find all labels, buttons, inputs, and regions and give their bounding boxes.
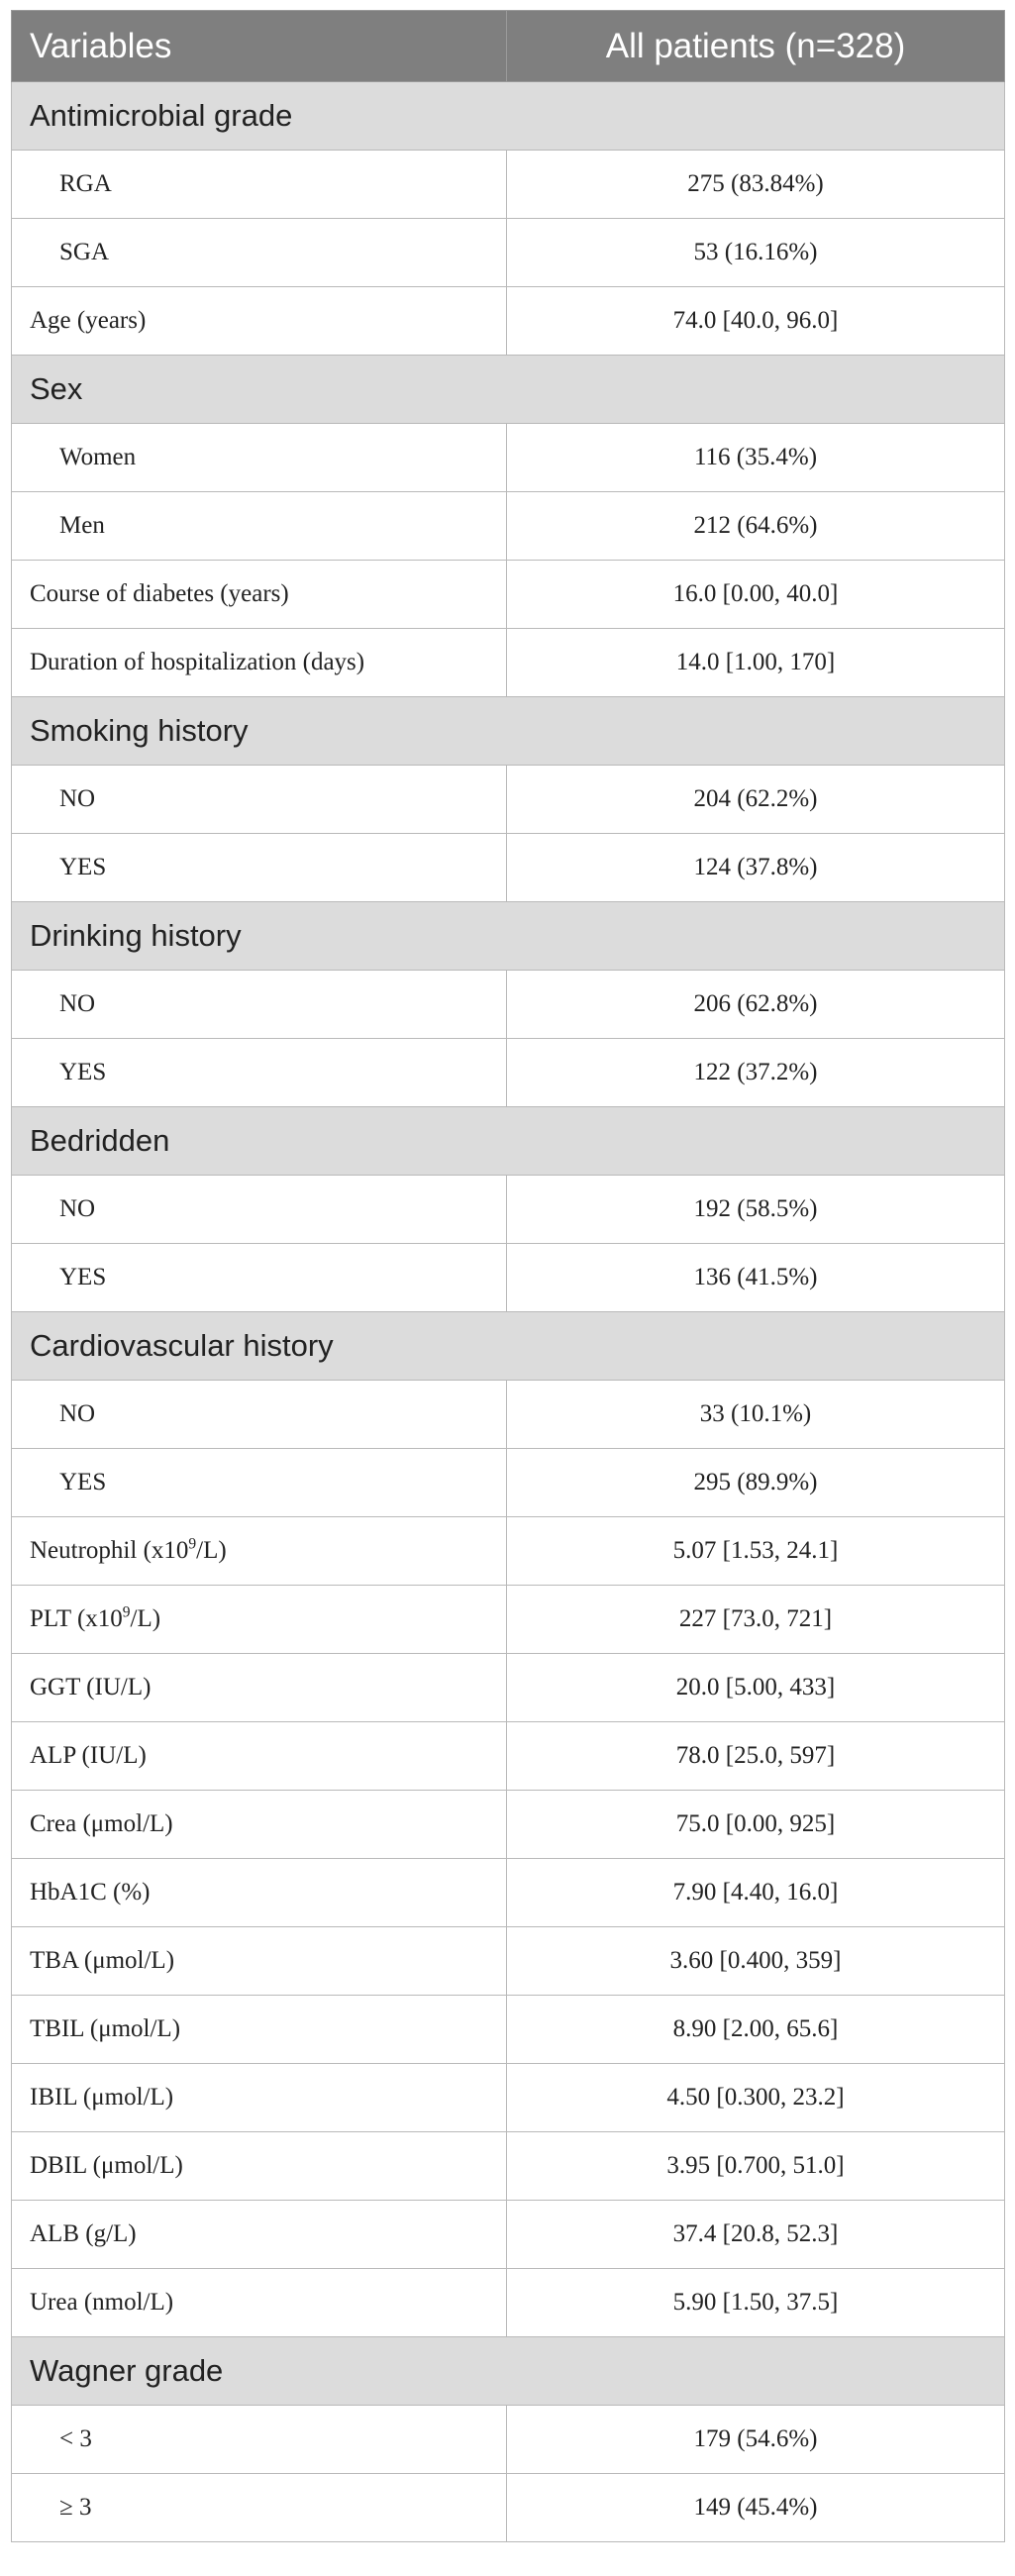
value-cell: 204 (62.2%) [507, 766, 1005, 834]
variable-cell: Course of diabetes (years) [12, 561, 507, 629]
variable-cell: Women [12, 424, 507, 492]
table-row [12, 561, 1005, 629]
value-cell: 136 (41.5%) [507, 1244, 1005, 1312]
section-row [12, 356, 1005, 424]
value-cell: 227 [73.0, 721] [507, 1586, 1005, 1654]
value-cell: 4.50 [0.300, 23.2] [507, 2064, 1005, 2132]
subcategory-row [12, 424, 1005, 492]
value-cell: 7.90 [4.40, 16.0] [507, 1859, 1005, 1927]
subcategory-row [12, 219, 1005, 287]
section-row [12, 902, 1005, 971]
value-cell: 33 (10.1%) [507, 1381, 1005, 1449]
table-row [12, 287, 1005, 356]
subcategory-row [12, 766, 1005, 834]
value-cell: 122 (37.2%) [507, 1039, 1005, 1107]
header-row [12, 11, 1005, 82]
value-cell: 20.0 [5.00, 433] [507, 1654, 1005, 1722]
value-cell: 5.90 [1.50, 37.5] [507, 2269, 1005, 2337]
value-cell: 192 (58.5%) [507, 1176, 1005, 1244]
variable-cell: NO [12, 766, 507, 834]
table-row [12, 629, 1005, 697]
table-row [12, 1791, 1005, 1859]
variable-cell: DBIL (μmol/L) [12, 2132, 507, 2201]
variable-cell: HbA1C (%) [12, 1859, 507, 1927]
variable-label: PLT (x10 [30, 1605, 123, 1632]
table-row [12, 1722, 1005, 1791]
value-cell: 75.0 [0.00, 925] [507, 1791, 1005, 1859]
table-body [12, 82, 1005, 2542]
table-row [12, 2201, 1005, 2269]
variable-cell: < 3 [12, 2406, 507, 2474]
subcategory-row [12, 1039, 1005, 1107]
value-cell: 179 (54.6%) [507, 2406, 1005, 2474]
variable-cell: YES [12, 1244, 507, 1312]
variable-superscript: 9 [122, 1603, 131, 1621]
variable-cell: YES [12, 834, 507, 902]
table-row [12, 2132, 1005, 2201]
variable-cell [12, 1517, 507, 1586]
value-cell: 206 (62.8%) [507, 971, 1005, 1039]
variable-cell: ALP (IU/L) [12, 1722, 507, 1791]
variable-cell: ≥ 3 [12, 2474, 507, 2542]
variable-cell: Urea (nmol/L) [12, 2269, 507, 2337]
value-cell: 14.0 [1.00, 170] [507, 629, 1005, 697]
value-cell: 3.60 [0.400, 359] [507, 1927, 1005, 1996]
table-row [12, 2269, 1005, 2337]
variable-cell: Men [12, 492, 507, 561]
value-cell: 74.0 [40.0, 96.0] [507, 287, 1005, 356]
value-cell: 8.90 [2.00, 65.6] [507, 1996, 1005, 2064]
section-label: Sex [12, 356, 1005, 424]
value-cell: 275 (83.84%) [507, 151, 1005, 219]
variable-cell: SGA [12, 219, 507, 287]
section-label: Drinking history [12, 902, 1005, 971]
variable-cell: IBIL (μmol/L) [12, 2064, 507, 2132]
subcategory-row [12, 151, 1005, 219]
section-row [12, 82, 1005, 151]
variable-cell: TBIL (μmol/L) [12, 1996, 507, 2064]
variable-cell: Duration of hospitalization (days) [12, 629, 507, 697]
variable-cell: Age (years) [12, 287, 507, 356]
column-header-all-patients: All patients (n=328) [507, 11, 1005, 82]
value-cell: 212 (64.6%) [507, 492, 1005, 561]
variable-cell: YES [12, 1449, 507, 1517]
subcategory-row [12, 1381, 1005, 1449]
section-label: Bedridden [12, 1107, 1005, 1176]
variable-label: Neutrophil (x10 [30, 1537, 189, 1564]
subcategory-row [12, 1244, 1005, 1312]
value-cell: 295 (89.9%) [507, 1449, 1005, 1517]
table-row [12, 1654, 1005, 1722]
value-cell: 5.07 [1.53, 24.1] [507, 1517, 1005, 1586]
table-row [12, 1927, 1005, 1996]
variable-cell: NO [12, 971, 507, 1039]
variable-cell: YES [12, 1039, 507, 1107]
table-row [12, 1996, 1005, 2064]
value-cell: 116 (35.4%) [507, 424, 1005, 492]
subcategory-row [12, 971, 1005, 1039]
section-row [12, 1107, 1005, 1176]
table-row [12, 1586, 1005, 1654]
value-cell: 37.4 [20.8, 52.3] [507, 2201, 1005, 2269]
section-label: Cardiovascular history [12, 1312, 1005, 1381]
column-header-variables: Variables [12, 11, 507, 82]
section-label: Wagner grade [12, 2337, 1005, 2406]
table-row [12, 1859, 1005, 1927]
variable-cell: NO [12, 1176, 507, 1244]
variable-superscript: 9 [188, 1535, 197, 1553]
value-cell: 3.95 [0.700, 51.0] [507, 2132, 1005, 2201]
value-cell: 124 (37.8%) [507, 834, 1005, 902]
patient-characteristics-table [11, 10, 1005, 2542]
section-label: Antimicrobial grade [12, 82, 1005, 151]
variable-label-suffix: /L) [130, 1605, 161, 1632]
table-header [12, 11, 1005, 82]
variable-cell: NO [12, 1381, 507, 1449]
table-row [12, 2064, 1005, 2132]
value-cell: 149 (45.4%) [507, 2474, 1005, 2542]
subcategory-row [12, 1176, 1005, 1244]
subcategory-row [12, 2406, 1005, 2474]
section-label: Smoking history [12, 697, 1005, 766]
table-row [12, 1517, 1005, 1586]
variable-cell: TBA (μmol/L) [12, 1927, 507, 1996]
variable-label-suffix: /L) [196, 1537, 227, 1564]
subcategory-row [12, 2474, 1005, 2542]
variable-cell: RGA [12, 151, 507, 219]
variable-cell [12, 1586, 507, 1654]
section-row [12, 2337, 1005, 2406]
section-row [12, 697, 1005, 766]
subcategory-row [12, 1449, 1005, 1517]
subcategory-row [12, 492, 1005, 561]
section-row [12, 1312, 1005, 1381]
variable-cell: GGT (IU/L) [12, 1654, 507, 1722]
value-cell: 78.0 [25.0, 597] [507, 1722, 1005, 1791]
variable-cell: Crea (μmol/L) [12, 1791, 507, 1859]
subcategory-row [12, 834, 1005, 902]
variable-cell: ALB (g/L) [12, 2201, 507, 2269]
value-cell: 16.0 [0.00, 40.0] [507, 561, 1005, 629]
value-cell: 53 (16.16%) [507, 219, 1005, 287]
